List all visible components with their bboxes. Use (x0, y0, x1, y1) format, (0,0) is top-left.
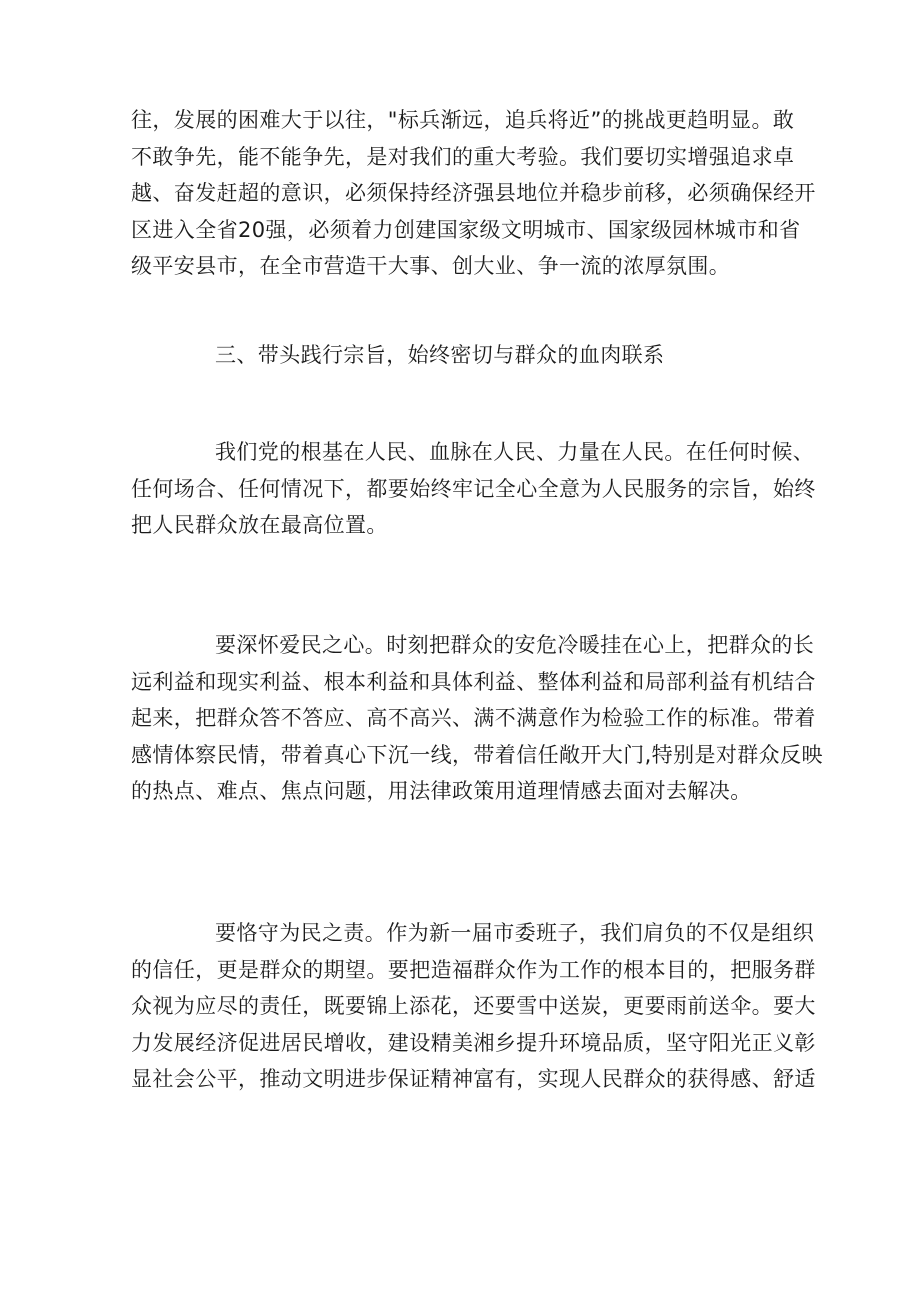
text-line: 要恪守为民之责。作为新一届市委班子，我们肩负的不仅是组织 (215, 921, 815, 945)
text-line: 远利益和现实利益、根本利益和具体利益、整体利益和局部利益有机结合 (131, 669, 816, 694)
paragraph-intro (131, 102, 816, 285)
paragraph-1 (131, 434, 816, 544)
text-line: 把人民群众放在最高位置。 (131, 513, 388, 537)
text-line: 越、奋发赶超的意识，必须保持经济强县地位并稳步前移，必须确保经开 (131, 181, 816, 205)
text-line: 我们党的根基在人民、血脉在人民、力量在人民。在任何时候、 (215, 440, 815, 464)
text-line: 任何场合、任何情况下，都要始终牢记全心全意为人民服务的宗旨，始终 (131, 476, 816, 501)
text-line: 往，发展的困难大于以往，"标兵渐远，追兵将近”的挑战更趋明显。敢 (131, 108, 795, 132)
text-line: 起来，把群众答不答应、高不高兴、满不满意作为检验工作的标准。带着 (131, 706, 816, 730)
text-line: 众视为应尽的责任，既要锦上添花，还要雪中送炭，更要雨前送伞。要大 (131, 994, 816, 1018)
text-line: 要深怀爱民之心。时刻把群众的安危冷暖挂在心上，把群众的长 (215, 633, 815, 657)
paragraph-2 (131, 627, 823, 810)
paragraph-3 (131, 915, 816, 1098)
text-line: 显社会公平，推动文明进步保证精神富有，实现人民群众的获得感、舒适 (131, 1067, 816, 1091)
text-line: 的热点、难点、焦点问题，用法律政策用道理情感去面对去解决。 (131, 779, 752, 803)
section-heading: 三、带头践行宗旨，始终密切与群众的血肉联系 (215, 343, 665, 367)
text-line: 区进入全省20强，必须着力创建国家级文明城市、国家级园林城市和省 (131, 217, 801, 242)
text-line: 感情体察民情，带着真心下沉一线，带着信任敞开大门,特别是对群众反映 (131, 742, 823, 767)
text-line: 级平安县市，在全市营造干大事、创大业、争一流的浓厚氛围。 (131, 254, 731, 278)
text-line: 力发展经济促进居民增收，建设精美湘乡提升环境品质，坚守阳光正义彰 (131, 1030, 816, 1055)
text-line: 的信任，更是群众的期望。要把造福群众作为工作的根本目的，把服务群 (131, 957, 816, 982)
text-line: 不敢争先，能不能争先，是对我们的重大考验。我们要切实增强追求卓 (131, 144, 795, 169)
